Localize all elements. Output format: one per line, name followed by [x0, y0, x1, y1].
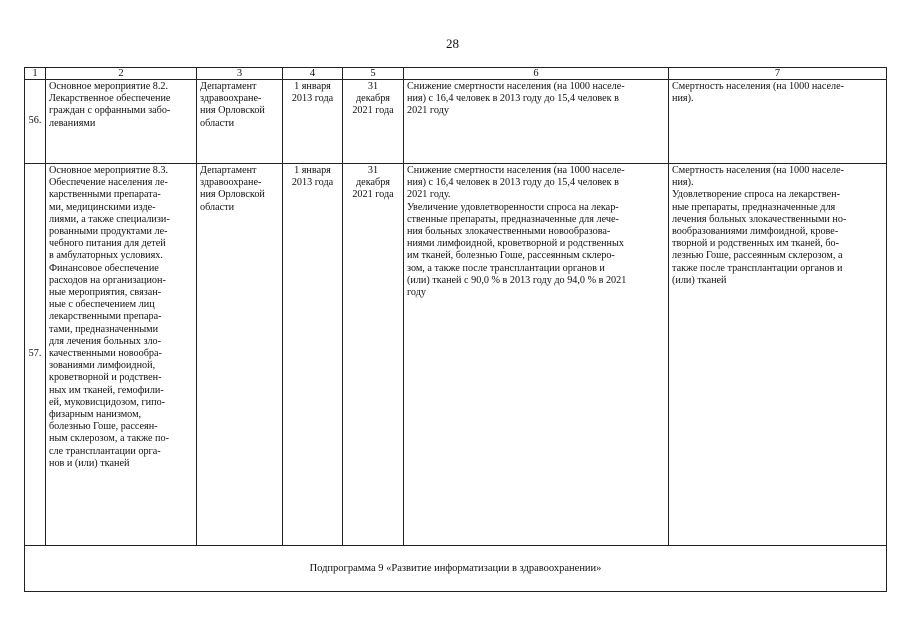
result-line: (или) тканей с 90,0 % в 2013 году до 94,0 % в 2021 — [407, 274, 627, 286]
executor-line: ния Орловской — [200, 189, 265, 201]
start-date-cell — [283, 164, 343, 546]
executor-cell — [197, 80, 283, 164]
indicator-line: вообразованиями лимфоидной, крове- — [672, 226, 839, 238]
result-line: 2021 году. — [407, 189, 451, 201]
measure-line: ные с обеспечением лиц — [49, 299, 155, 311]
result-line: ниями лимфоидной, кроветворной и родственных — [407, 238, 624, 250]
executor-line: области — [200, 117, 235, 129]
executor-line: области — [200, 201, 235, 213]
subprogram-title: Подпрограмма 9 «Развитие информатизации в здравоохранении» — [25, 546, 887, 592]
column-number-6: 6 — [404, 68, 669, 80]
page-number: 28 — [446, 36, 459, 51]
measure-line: Основное мероприятие 8.3. — [49, 165, 169, 176]
measure-line: ным склерозом, а также по- — [49, 433, 169, 445]
measure-cell — [46, 164, 197, 546]
start-line: 2013 года — [291, 177, 334, 189]
table-row — [25, 164, 887, 546]
result-cell — [404, 80, 669, 164]
result-cell — [404, 164, 669, 546]
column-number-3: 3 — [197, 68, 283, 80]
measure-line: Лекарственное обеспечение — [49, 93, 171, 105]
result-line: ния) с 16,4 человек в 2013 году до 15,4 человек в — [407, 93, 619, 105]
indicator-line: также после трансплантации органов и — [672, 262, 843, 274]
column-number-5: 5 — [343, 68, 404, 80]
result-line: 2021 году — [407, 105, 449, 117]
executor-cell — [197, 164, 283, 546]
end-line: декабря — [356, 177, 390, 189]
result-line: Снижение смертности населения (на 1000 населе- — [407, 165, 625, 176]
column-number-1: 1 — [25, 68, 46, 80]
indicator-line: Удовлетворение спроса на лекарствен- — [672, 189, 840, 201]
executor-line: Департамент — [200, 81, 257, 92]
column-number-4: 4 — [283, 68, 343, 80]
row-number: 56. — [25, 80, 46, 164]
executor-line: здравоохране- — [200, 177, 262, 189]
measure-line: ми, медицинскими изде- — [49, 201, 156, 213]
measure-line: для лечения больных зло- — [49, 335, 162, 347]
measure-line: граждан с орфанными забо- — [49, 105, 171, 117]
start-line: 2013 года — [291, 93, 334, 105]
measure-line: рованными продуктами ле- — [49, 226, 168, 238]
result-line: им тканей, болезнью Гоше, рассеянным склеро- — [407, 250, 615, 262]
indicator-line: лечения больных злокачественными но- — [672, 213, 847, 225]
executor-line: здравоохране- — [200, 93, 262, 105]
subprogram-row — [25, 546, 887, 592]
measure-line: ей, муковисцидозом, гипо- — [49, 396, 166, 408]
indicator-line: (или) тканей — [672, 274, 727, 286]
measure-line: ные мероприятия, связан- — [49, 287, 162, 299]
end-line: 2021 года — [352, 105, 394, 117]
measure-line: лекарственными препара- — [49, 311, 162, 323]
result-line: году — [407, 287, 427, 299]
measure-line: болезнью Гоше, рассеян- — [49, 421, 158, 433]
executor-line: ния Орловской — [200, 105, 265, 117]
measure-line: Финансовое обеспечение — [49, 262, 159, 274]
result-line: зом, а также после трансплантации органов и — [407, 262, 605, 274]
start-line: 1 января — [294, 165, 331, 176]
result-line: Увеличение удовлетворенности спроса на лекар- — [407, 201, 619, 213]
end-line: 31 — [367, 81, 379, 92]
measure-line: зованиями лимфоидной, — [49, 360, 156, 372]
table-row — [25, 80, 887, 164]
measure-line: чебного питания для детей — [49, 238, 166, 250]
indicator-cell — [669, 80, 887, 164]
measure-line: Обеспечение населения ле- — [49, 177, 168, 189]
start-line: 1 января — [294, 81, 331, 92]
end-date-cell — [343, 164, 404, 546]
measure-line: карственными препарата- — [49, 189, 161, 201]
indicator-line: творной и родственных им тканей, бо- — [672, 238, 840, 250]
end-line: декабря — [356, 93, 390, 105]
measure-line: тами, предназначенными — [49, 323, 159, 335]
measure-line: физарным нанизмом, — [49, 409, 142, 421]
result-line: ственные препараты, предназначенные для лече- — [407, 213, 619, 225]
executor-line: Департамент — [200, 165, 257, 176]
measure-line: леваниями — [49, 117, 96, 129]
indicator-line: лезнью Гоше, рассеянным склерозом, а — [672, 250, 843, 262]
activities-table — [24, 67, 887, 592]
column-number-row — [25, 68, 887, 80]
measure-line: качественными новообра- — [49, 348, 162, 360]
result-line: Снижение смертности населения (на 1000 населе- — [407, 81, 625, 92]
measure-cell — [46, 80, 197, 164]
column-number-7: 7 — [669, 68, 887, 80]
indicator-line: Смертность населения (на 1000 населе- — [672, 81, 844, 92]
indicator-line: ные препараты, предназначенные для — [672, 201, 836, 213]
measure-line: в амбулаторных условиях. — [49, 250, 163, 262]
measure-line: расходов на организацион- — [49, 274, 166, 286]
result-line: ния) с 16,4 человек в 2013 году до 15,4 человек в — [407, 177, 619, 189]
measure-line: лиями, а также специализи- — [49, 213, 170, 225]
measure-line: кроветворной и родствен- — [49, 372, 162, 384]
start-date-cell — [283, 80, 343, 164]
measure-line: Основное мероприятие 8.2. — [49, 81, 169, 92]
column-number-2: 2 — [46, 68, 197, 80]
indicator-cell — [669, 164, 887, 546]
indicator-line: ния). — [672, 93, 694, 105]
measure-line: сле трансплантации орга- — [49, 445, 161, 457]
end-line: 2021 года — [352, 189, 394, 201]
indicator-line: Смертность населения (на 1000 населе- — [672, 165, 844, 176]
indicator-line: ния). — [672, 177, 694, 189]
end-line: 31 — [367, 165, 379, 176]
measure-line: ных им тканей, гемофили- — [49, 384, 164, 396]
result-line: ния больных злокачественными новообразова- — [407, 226, 611, 238]
row-number: 57. — [25, 164, 46, 546]
end-date-cell — [343, 80, 404, 164]
measure-line: нов и (или) тканей — [49, 457, 130, 469]
